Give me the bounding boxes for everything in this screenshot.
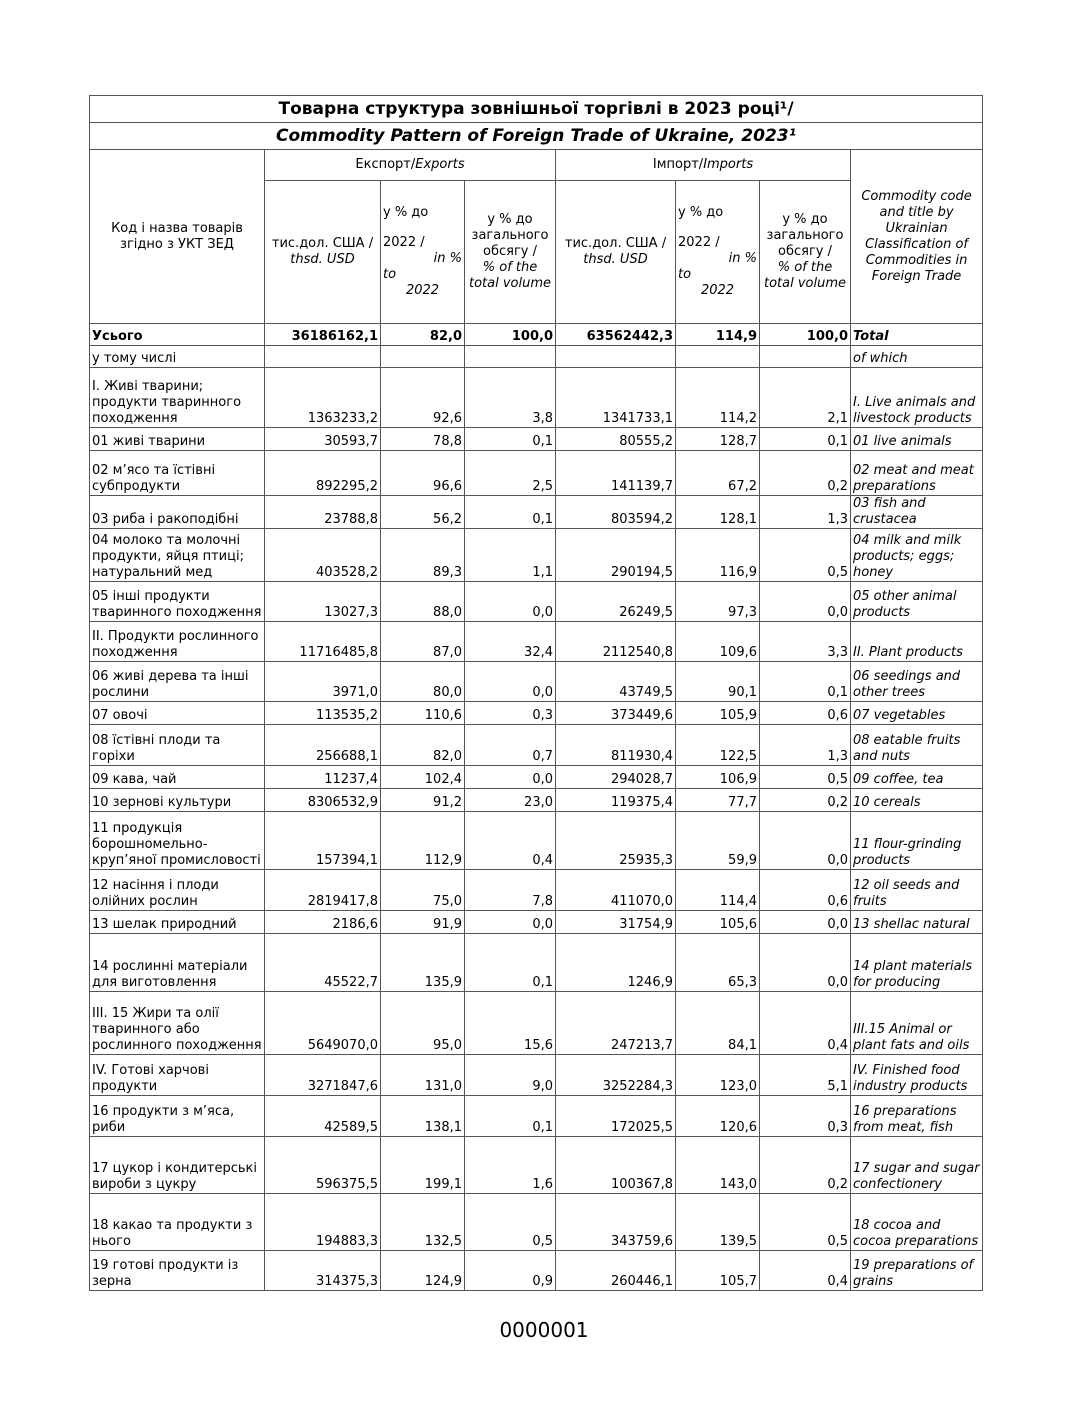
imports-pct: 114,4 bbox=[676, 870, 760, 911]
exports-value: 1363233,2 bbox=[265, 368, 381, 428]
imports-share: 0,2 bbox=[760, 789, 851, 812]
exports-value: 2186,6 bbox=[265, 911, 381, 934]
row-label-en: IV. Finished food industry products bbox=[851, 1055, 983, 1096]
imports-share: 0,0 bbox=[760, 911, 851, 934]
row-label-ua: 18 какао та продукти з нього bbox=[90, 1194, 265, 1251]
exports-pct: 92,6 bbox=[381, 368, 465, 428]
imports-value: 247213,7 bbox=[556, 992, 676, 1055]
imports-share: 0,3 bbox=[760, 1096, 851, 1137]
imports-share: 0,6 bbox=[760, 702, 851, 725]
exports-label-en: Exports bbox=[415, 157, 465, 172]
imports-value: 119375,4 bbox=[556, 789, 676, 812]
exports-share: 15,6 bbox=[465, 992, 556, 1055]
row-label-en: 02 meat and meat preparations bbox=[851, 451, 983, 496]
exports-share: 2,5 bbox=[465, 451, 556, 496]
imports-share: 0,0 bbox=[760, 582, 851, 622]
exports-share: 1,1 bbox=[465, 529, 556, 582]
imports-value: 25935,3 bbox=[556, 812, 676, 870]
pct-label-ua1: у % до bbox=[678, 205, 724, 220]
imports-pct: 143,0 bbox=[676, 1137, 760, 1194]
exports-value: 3971,0 bbox=[265, 662, 381, 702]
imports-value: 100367,8 bbox=[556, 1137, 676, 1194]
imports-share: 5,1 bbox=[760, 1055, 851, 1096]
table-row bbox=[90, 812, 983, 870]
row-label-en: 14 plant materials for producing bbox=[851, 934, 983, 992]
row-label-ua: I. Живі тварини; продукти тваринного походження bbox=[90, 368, 265, 428]
exports-value: 596375,5 bbox=[265, 1137, 381, 1194]
imports-pct: 122,5 bbox=[676, 725, 760, 766]
pct-label-en3: 2022 bbox=[700, 283, 735, 298]
imports-share: 100,0 bbox=[760, 324, 851, 346]
pct-label-en2: to bbox=[678, 267, 692, 282]
table-title-en: Commodity Pattern of Foreign Trade of Ukraine, 2023¹ bbox=[90, 123, 983, 150]
table-row bbox=[90, 1096, 983, 1137]
exports-value: 892295,2 bbox=[265, 451, 381, 496]
exports-pct: 138,1 bbox=[381, 1096, 465, 1137]
exports-value: 45522,7 bbox=[265, 934, 381, 992]
imports-label-en: Imports bbox=[703, 157, 754, 172]
imports-share: 0,6 bbox=[760, 870, 851, 911]
exports-share: 0,0 bbox=[465, 766, 556, 789]
exports-pct: 112,9 bbox=[381, 812, 465, 870]
imports-share: 0,2 bbox=[760, 1137, 851, 1194]
imports-share: 0,5 bbox=[760, 529, 851, 582]
imports-label-ua: Імпорт/ bbox=[652, 157, 704, 172]
row-label-en: 10 cereals bbox=[851, 789, 983, 812]
commodity-trade-table bbox=[89, 95, 983, 1291]
imports-value: 31754,9 bbox=[556, 911, 676, 934]
pct-label-ua2: 2022 / bbox=[678, 235, 720, 250]
exports-share: 0,1 bbox=[465, 934, 556, 992]
col-header-exports-share bbox=[465, 181, 556, 324]
imports-value: 172025,5 bbox=[556, 1096, 676, 1137]
exports-share: 0,1 bbox=[465, 428, 556, 451]
imports-share bbox=[760, 346, 851, 368]
imports-value: 803594,2 bbox=[556, 496, 676, 529]
exports-pct: 82,0 bbox=[381, 324, 465, 346]
imports-pct: 109,6 bbox=[676, 622, 760, 662]
exports-pct: 78,8 bbox=[381, 428, 465, 451]
table-row bbox=[90, 934, 983, 992]
row-label-ua: 12 насіння і плоди олійних рослин bbox=[90, 870, 265, 911]
row-label-ua: 08 їстівні плоди та горіхи bbox=[90, 725, 265, 766]
pct-label-ua2: 2022 / bbox=[383, 235, 425, 250]
exports-value: 403528,2 bbox=[265, 529, 381, 582]
exports-pct: 199,1 bbox=[381, 1137, 465, 1194]
share-label-en: % of the total volume bbox=[468, 260, 552, 291]
row-label-ua: 17 цукор і кондитерські вироби з цукру bbox=[90, 1137, 265, 1194]
imports-value: 1341733,1 bbox=[556, 368, 676, 428]
pct-label-en1: in % bbox=[433, 251, 462, 266]
exports-share: 0,9 bbox=[465, 1251, 556, 1291]
page-number: 0000001 bbox=[499, 1318, 589, 1342]
row-label-en: 06 seedings and other trees bbox=[851, 662, 983, 702]
exports-value: 3271847,6 bbox=[265, 1055, 381, 1096]
imports-pct: 105,7 bbox=[676, 1251, 760, 1291]
imports-pct: 123,0 bbox=[676, 1055, 760, 1096]
imports-pct: 84,1 bbox=[676, 992, 760, 1055]
imports-value: 63562442,3 bbox=[556, 324, 676, 346]
exports-pct: 91,9 bbox=[381, 911, 465, 934]
row-label-en: 01 live animals bbox=[851, 428, 983, 451]
exports-value: 23788,8 bbox=[265, 496, 381, 529]
row-label-ua: 14 рослинні матеріали для виготовлення bbox=[90, 934, 265, 992]
imports-pct: 59,9 bbox=[676, 812, 760, 870]
row-label-ua: Усього bbox=[90, 324, 265, 346]
row-label-en: 04 milk and milk products; eggs; honey bbox=[851, 529, 983, 582]
imports-share: 0,0 bbox=[760, 812, 851, 870]
row-label-en: 12 oil seeds and fruits bbox=[851, 870, 983, 911]
col-header-code-en: Commodity code and title by Ukrainian Classification of Commodities in Foreign Trade bbox=[851, 150, 983, 324]
exports-pct: 102,4 bbox=[381, 766, 465, 789]
exports-value: 8306532,9 bbox=[265, 789, 381, 812]
exports-share bbox=[465, 346, 556, 368]
exports-share: 0,0 bbox=[465, 911, 556, 934]
exports-pct: 89,3 bbox=[381, 529, 465, 582]
pct-label-en3: 2022 bbox=[405, 283, 440, 298]
exports-share: 0,0 bbox=[465, 662, 556, 702]
exports-pct: 56,2 bbox=[381, 496, 465, 529]
exports-share: 3,8 bbox=[465, 368, 556, 428]
trade-table-sheet bbox=[89, 95, 982, 1291]
imports-pct: 90,1 bbox=[676, 662, 760, 702]
table-row bbox=[90, 725, 983, 766]
row-label-ua: 06 живі дерева та інші рослини bbox=[90, 662, 265, 702]
row-label-en: 08 eatable fruits and nuts bbox=[851, 725, 983, 766]
imports-pct: 65,3 bbox=[676, 934, 760, 992]
exports-pct: 135,9 bbox=[381, 934, 465, 992]
row-label-ua: у тому числі bbox=[90, 346, 265, 368]
col-header-exports-thsd bbox=[265, 181, 381, 324]
imports-share: 1,3 bbox=[760, 496, 851, 529]
exports-share: 100,0 bbox=[465, 324, 556, 346]
imports-value: 43749,5 bbox=[556, 662, 676, 702]
table-row bbox=[90, 496, 983, 529]
exports-pct: 96,6 bbox=[381, 451, 465, 496]
imports-share: 3,3 bbox=[760, 622, 851, 662]
exports-share: 0,3 bbox=[465, 702, 556, 725]
table-row bbox=[90, 1137, 983, 1194]
exports-value bbox=[265, 346, 381, 368]
share-label-ua: у % до загального обсягу / bbox=[766, 212, 844, 259]
table-row bbox=[90, 324, 983, 346]
exports-share: 7,8 bbox=[465, 870, 556, 911]
table-row bbox=[90, 870, 983, 911]
row-label-en: 16 preparations from meat, fish bbox=[851, 1096, 983, 1137]
imports-value: 260446,1 bbox=[556, 1251, 676, 1291]
exports-pct: 87,0 bbox=[381, 622, 465, 662]
exports-pct: 91,2 bbox=[381, 789, 465, 812]
table-row bbox=[90, 1194, 983, 1251]
imports-pct: 128,7 bbox=[676, 428, 760, 451]
exports-value: 42589,5 bbox=[265, 1096, 381, 1137]
table-row bbox=[90, 451, 983, 496]
imports-share: 0,4 bbox=[760, 1251, 851, 1291]
row-label-en: II. Plant products bbox=[851, 622, 983, 662]
thsd-label-ua: тис.дол. США / bbox=[564, 236, 667, 251]
col-header-imports-share bbox=[760, 181, 851, 324]
imports-value: 2112540,8 bbox=[556, 622, 676, 662]
exports-pct bbox=[381, 346, 465, 368]
pct-label-en2: to bbox=[383, 267, 397, 282]
exports-value: 30593,7 bbox=[265, 428, 381, 451]
row-label-ua: 01 живі тварини bbox=[90, 428, 265, 451]
exports-share: 0,7 bbox=[465, 725, 556, 766]
exports-value: 194883,3 bbox=[265, 1194, 381, 1251]
col-header-imports-thsd bbox=[556, 181, 676, 324]
row-label-en: 11 flour-grinding products bbox=[851, 812, 983, 870]
table-row bbox=[90, 346, 983, 368]
table-row bbox=[90, 992, 983, 1055]
exports-pct: 110,6 bbox=[381, 702, 465, 725]
row-label-ua: 16 продукти з м’яса, риби bbox=[90, 1096, 265, 1137]
row-label-ua: 05 інші продукти тваринного походження bbox=[90, 582, 265, 622]
col-header-imports-pct bbox=[676, 181, 760, 324]
imports-share: 0,0 bbox=[760, 934, 851, 992]
row-label-ua: 11 продукція борошномельно-круп’яної промисловості bbox=[90, 812, 265, 870]
exports-share: 0,5 bbox=[465, 1194, 556, 1251]
exports-pct: 132,5 bbox=[381, 1194, 465, 1251]
imports-value: 811930,4 bbox=[556, 725, 676, 766]
col-header-exports-pct bbox=[381, 181, 465, 324]
imports-share: 0,2 bbox=[760, 451, 851, 496]
table-title-ua: Товарна структура зовнішньої торгівлі в 2023 році¹/ bbox=[90, 96, 983, 123]
table-row bbox=[90, 789, 983, 812]
exports-value: 113535,2 bbox=[265, 702, 381, 725]
row-label-ua: 13 шелак природний bbox=[90, 911, 265, 934]
thsd-label-ua: тис.дол. США / bbox=[271, 236, 374, 251]
col-header-code-ua: Код і назва товарів згідно з УКТ ЗЕД bbox=[90, 150, 265, 324]
row-label-ua: 03 риба і ракоподібні bbox=[90, 496, 265, 529]
exports-share: 23,0 bbox=[465, 789, 556, 812]
exports-value: 2819417,8 bbox=[265, 870, 381, 911]
table-row bbox=[90, 1251, 983, 1291]
exports-label-ua: Експорт/ bbox=[355, 157, 416, 172]
pct-label-en1: in % bbox=[728, 251, 757, 266]
imports-pct: 105,9 bbox=[676, 702, 760, 725]
row-label-ua: 04 молоко та молочні продукти, яйця птиці; натуральний мед bbox=[90, 529, 265, 582]
exports-value: 11716485,8 bbox=[265, 622, 381, 662]
pct-label-ua1: у % до bbox=[383, 205, 429, 220]
imports-value: 343759,6 bbox=[556, 1194, 676, 1251]
thsd-label-en: thsd. USD bbox=[290, 252, 355, 267]
imports-value bbox=[556, 346, 676, 368]
row-label-en: 09 coffee, tea bbox=[851, 766, 983, 789]
exports-value: 256688,1 bbox=[265, 725, 381, 766]
imports-share: 0,4 bbox=[760, 992, 851, 1055]
exports-pct: 80,0 bbox=[381, 662, 465, 702]
exports-share: 32,4 bbox=[465, 622, 556, 662]
row-label-ua: 10 зернові культури bbox=[90, 789, 265, 812]
imports-value: 411070,0 bbox=[556, 870, 676, 911]
exports-pct: 131,0 bbox=[381, 1055, 465, 1096]
row-label-en: 05 other animal products bbox=[851, 582, 983, 622]
exports-pct: 82,0 bbox=[381, 725, 465, 766]
row-label-en: of which bbox=[851, 346, 983, 368]
exports-share: 0,1 bbox=[465, 1096, 556, 1137]
row-label-ua: 09 кава, чай bbox=[90, 766, 265, 789]
imports-pct: 128,1 bbox=[676, 496, 760, 529]
imports-pct: 114,9 bbox=[676, 324, 760, 346]
imports-value: 80555,2 bbox=[556, 428, 676, 451]
exports-pct: 124,9 bbox=[381, 1251, 465, 1291]
table-row bbox=[90, 428, 983, 451]
imports-value: 290194,5 bbox=[556, 529, 676, 582]
row-label-ua: 07 овочі bbox=[90, 702, 265, 725]
table-row bbox=[90, 582, 983, 622]
thsd-label-en: thsd. USD bbox=[583, 252, 648, 267]
share-label-en: % of the total volume bbox=[763, 260, 847, 291]
imports-value: 373449,6 bbox=[556, 702, 676, 725]
share-label-ua: у % до загального обсягу / bbox=[471, 212, 549, 259]
table-row bbox=[90, 766, 983, 789]
imports-pct: 139,5 bbox=[676, 1194, 760, 1251]
imports-pct: 77,7 bbox=[676, 789, 760, 812]
imports-pct: 106,9 bbox=[676, 766, 760, 789]
exports-value: 157394,1 bbox=[265, 812, 381, 870]
imports-pct bbox=[676, 346, 760, 368]
exports-value: 13027,3 bbox=[265, 582, 381, 622]
table-row bbox=[90, 662, 983, 702]
table-row bbox=[90, 368, 983, 428]
imports-share: 0,1 bbox=[760, 428, 851, 451]
imports-pct: 114,2 bbox=[676, 368, 760, 428]
row-label-en: Total bbox=[851, 324, 983, 346]
exports-share: 0,1 bbox=[465, 496, 556, 529]
imports-pct: 116,9 bbox=[676, 529, 760, 582]
table-row bbox=[90, 1055, 983, 1096]
exports-share: 0,0 bbox=[465, 582, 556, 622]
row-label-en: 13 shellac natural bbox=[851, 911, 983, 934]
row-label-ua: IV. Готові харчові продукти bbox=[90, 1055, 265, 1096]
exports-share: 0,4 bbox=[465, 812, 556, 870]
imports-value: 3252284,3 bbox=[556, 1055, 676, 1096]
imports-pct: 67,2 bbox=[676, 451, 760, 496]
imports-share: 1,3 bbox=[760, 725, 851, 766]
exports-value: 11237,4 bbox=[265, 766, 381, 789]
exports-value: 36186162,1 bbox=[265, 324, 381, 346]
imports-share: 2,1 bbox=[760, 368, 851, 428]
table-row bbox=[90, 529, 983, 582]
exports-value: 314375,3 bbox=[265, 1251, 381, 1291]
row-label-en: 03 fish and crustacea bbox=[851, 496, 983, 529]
imports-pct: 120,6 bbox=[676, 1096, 760, 1137]
exports-pct: 95,0 bbox=[381, 992, 465, 1055]
row-label-en: III.15 Animal or plant fats and oils bbox=[851, 992, 983, 1055]
row-label-en: 19 preparations of grains bbox=[851, 1251, 983, 1291]
imports-share: 0,1 bbox=[760, 662, 851, 702]
col-header-exports bbox=[265, 150, 556, 181]
row-label-ua: 19 готові продукти із зерна bbox=[90, 1251, 265, 1291]
col-header-imports bbox=[556, 150, 851, 181]
imports-pct: 97,3 bbox=[676, 582, 760, 622]
exports-value: 5649070,0 bbox=[265, 992, 381, 1055]
row-label-en: 18 cocoa and cocoa preparations bbox=[851, 1194, 983, 1251]
table-row bbox=[90, 911, 983, 934]
row-label-ua: 02 м’ясо та їстівні субпродукти bbox=[90, 451, 265, 496]
imports-value: 1246,9 bbox=[556, 934, 676, 992]
exports-share: 1,6 bbox=[465, 1137, 556, 1194]
exports-pct: 88,0 bbox=[381, 582, 465, 622]
row-label-ua: III. 15 Жири та олії тваринного або рослинного походження bbox=[90, 992, 265, 1055]
imports-value: 294028,7 bbox=[556, 766, 676, 789]
imports-value: 26249,5 bbox=[556, 582, 676, 622]
imports-share: 0,5 bbox=[760, 1194, 851, 1251]
imports-value: 141139,7 bbox=[556, 451, 676, 496]
row-label-en: I. Live animals and livestock products bbox=[851, 368, 983, 428]
row-label-ua: II. Продукти рослинного походження bbox=[90, 622, 265, 662]
row-label-en: 07 vegetables bbox=[851, 702, 983, 725]
table-row bbox=[90, 622, 983, 662]
imports-pct: 105,6 bbox=[676, 911, 760, 934]
row-label-en: 17 sugar and sugar confectionery bbox=[851, 1137, 983, 1194]
exports-pct: 75,0 bbox=[381, 870, 465, 911]
table-row bbox=[90, 702, 983, 725]
imports-share: 0,5 bbox=[760, 766, 851, 789]
exports-share: 9,0 bbox=[465, 1055, 556, 1096]
